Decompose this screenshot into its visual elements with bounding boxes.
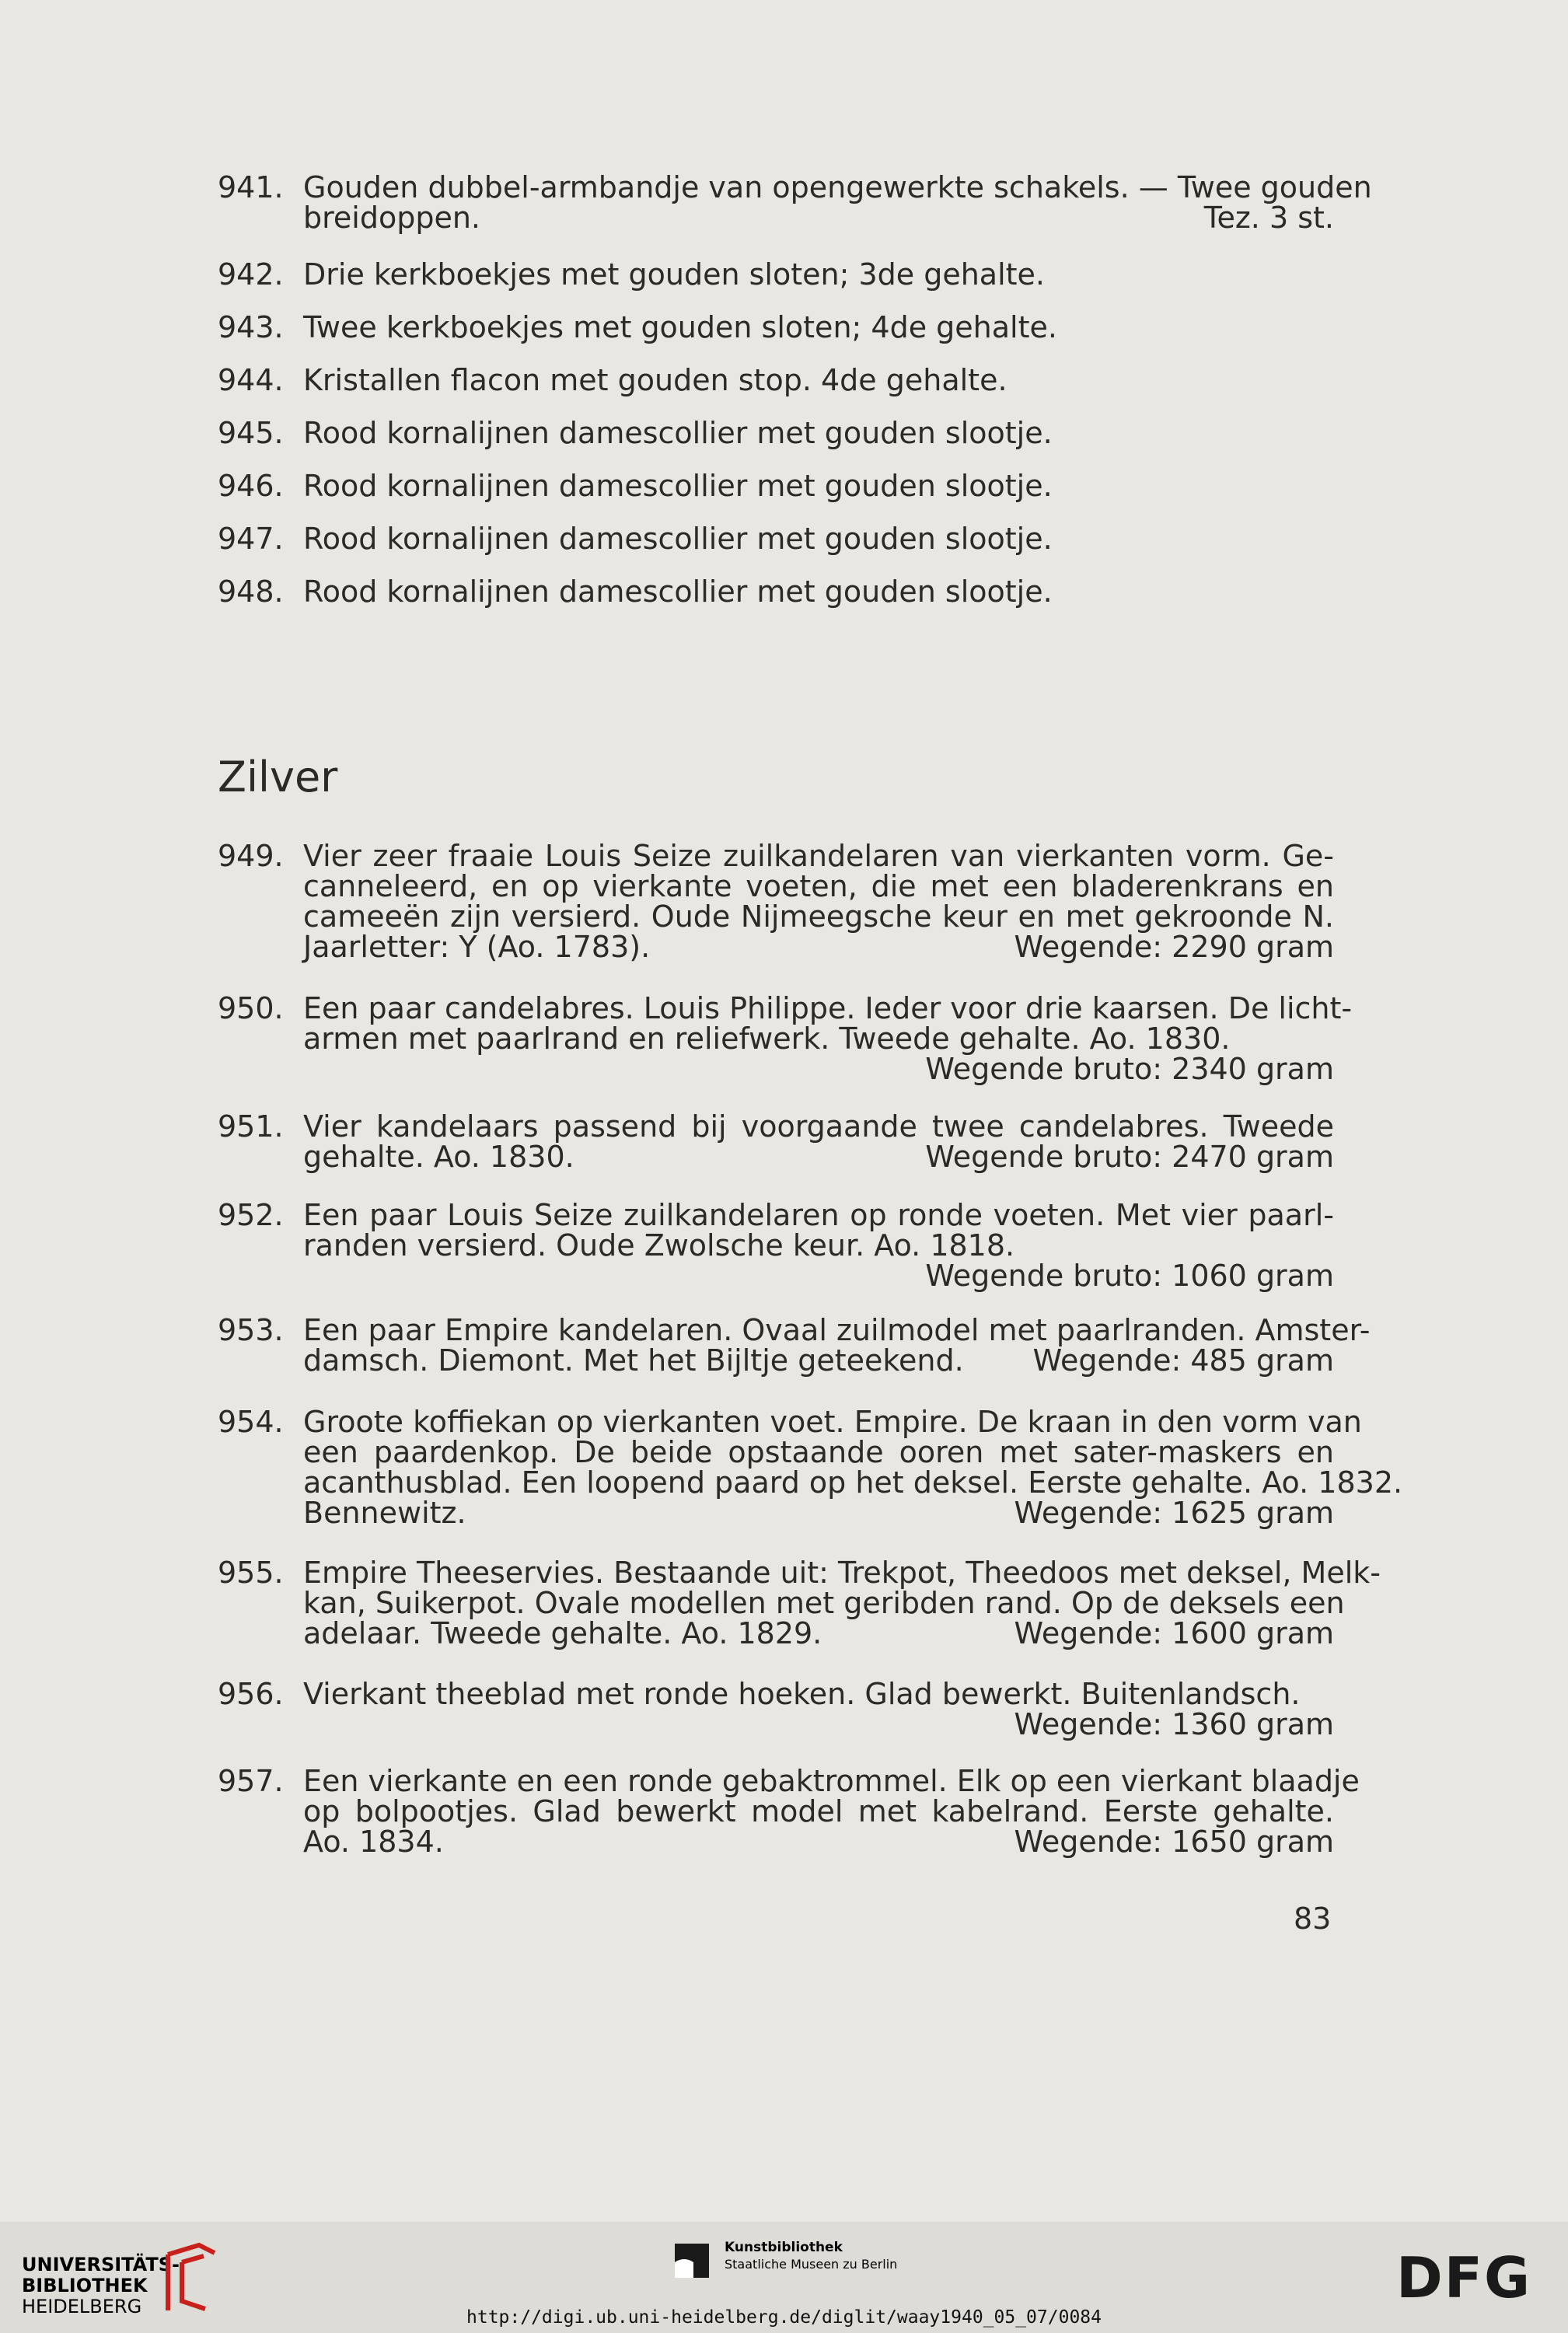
entry-number: 955. bbox=[218, 1556, 284, 1590]
entry-text: Een vierkante en een ronde gebaktrommel. Elk op een vierkant blaadje bbox=[303, 1764, 1360, 1798]
entry-number: 942. bbox=[218, 257, 284, 292]
kunstbibliothek-logo-icon bbox=[670, 2239, 714, 2282]
entry-text: Drie kerkboekjes met gouden sloten; 3de gehalte. bbox=[303, 257, 1046, 292]
entry-number: 941. bbox=[218, 170, 284, 204]
entry-text: damsch. Diemont. Met het Bijltje geteekend. bbox=[303, 1343, 964, 1378]
section-heading: Zilver bbox=[218, 753, 338, 802]
entry-number: 947. bbox=[218, 522, 284, 556]
entry-text: cameeën zijn versierd. Oude Nijmeegsche keur en met gekroonde N. bbox=[303, 899, 1334, 934]
source-url[interactable]: http://digi.ub.uni-heidelberg.de/diglit/waay1940_05_07/0084 bbox=[466, 2307, 1102, 2328]
entry-weight: Wegende: 485 gram bbox=[1032, 1343, 1334, 1378]
entry-text: canneleerd, en op vierkante voeten, die met een bladerenkrans en bbox=[303, 869, 1334, 903]
entry-weight: Wegende bruto: 1060 gram bbox=[925, 1259, 1334, 1293]
entry-text: Jaarletter: Y (Ao. 1783). bbox=[303, 930, 651, 964]
entry-text: Rood kornalijnen damescollier met gouden slootje. bbox=[303, 469, 1053, 503]
entry-weight: Wegende: 1600 gram bbox=[1014, 1616, 1334, 1650]
entry-number: 951. bbox=[218, 1109, 284, 1144]
library-name-line: BIBLIOTHEK bbox=[22, 2275, 148, 2296]
entry-number: 950. bbox=[218, 991, 284, 1025]
kunstbibliothek-label bbox=[725, 2239, 897, 2273]
entry-text: Rood kornalijnen damescollier met gouden slootje. bbox=[303, 575, 1053, 609]
entry-text: Een paar Empire kandelaren. Ovaal zuilmodel met paarlranden. Amster- bbox=[303, 1313, 1371, 1347]
entry-text: breidoppen. bbox=[303, 201, 480, 235]
entry-number: 943. bbox=[218, 310, 284, 344]
entry-quantity: Tez. 3 st. bbox=[1203, 201, 1334, 235]
entry-text: Een paar Louis Seize zuilkandelaren op ronde voeten. Met vier paarl- bbox=[303, 1198, 1334, 1232]
entry-text: Vier zeer fraaie Louis Seize zuilkandelaren van vierkanten vorm. Ge- bbox=[303, 839, 1334, 873]
entry-text: Een paar candelabres. Louis Philippe. Ieder voor drie kaarsen. De licht- bbox=[303, 991, 1353, 1025]
entry-text: Rood kornalijnen damescollier met gouden slootje. bbox=[303, 416, 1053, 450]
entry-text: Empire Theeservies. Bestaande uit: Trekpot, Theedoos met deksel, Melk- bbox=[303, 1556, 1381, 1590]
entry-text: gehalte. Ao. 1830. bbox=[303, 1140, 574, 1174]
entry-text: randen versierd. Oude Zwolsche keur. Ao. 1818. bbox=[303, 1228, 1015, 1263]
entry-text: Ao. 1834. bbox=[303, 1825, 444, 1859]
entry-text: een paardenkop. De beide opstaande ooren met sater-maskers en bbox=[303, 1435, 1334, 1469]
entry-number: 952. bbox=[218, 1198, 284, 1232]
entry-text: armen met paarlrand en reliefwerk. Tweede gehalte. Ao. 1830. bbox=[303, 1022, 1231, 1056]
entry-weight: Wegende: 2290 gram bbox=[1014, 930, 1334, 964]
entry-text: kan, Suikerpot. Ovale modellen met geribden rand. Op de deksels een bbox=[303, 1586, 1345, 1620]
entry-number: 949. bbox=[218, 839, 284, 873]
entry-number: 944. bbox=[218, 363, 284, 397]
entry-weight: Wegende: 1360 gram bbox=[1014, 1707, 1334, 1741]
library-name-line: UNIVERSITÄTS- bbox=[22, 2254, 180, 2275]
kb-subtitle: Staatliche Museen zu Berlin bbox=[725, 2257, 898, 2272]
entry-text: acanthusblad. Een loopend paard op het deksel. Eerste gehalte. Ao. 1832. bbox=[303, 1465, 1403, 1500]
entry-text: Vier kandelaars passend bij voorgaande twee candelabres. Tweede bbox=[303, 1109, 1334, 1144]
entry-text: Bennewitz. bbox=[303, 1496, 466, 1530]
page-number: 83 bbox=[1294, 1902, 1332, 1936]
entry-text: Twee kerkboekjes met gouden sloten; 4de gehalte. bbox=[303, 310, 1057, 344]
entry-text: Groote koffiekan op vierkanten voet. Empire. De kraan in den vorm van bbox=[303, 1405, 1362, 1439]
entry-number: 956. bbox=[218, 1677, 284, 1711]
entry-number: 953. bbox=[218, 1313, 284, 1347]
entry-number: 948. bbox=[218, 575, 284, 609]
dfg-logo: DFG bbox=[1396, 2245, 1532, 2310]
kb-name: Kunstbibliothek bbox=[725, 2240, 843, 2255]
entry-number: 957. bbox=[218, 1764, 284, 1798]
entry-text: Rood kornalijnen damescollier met gouden slootje. bbox=[303, 522, 1053, 556]
entry-text: op bolpootjes. Glad bewerkt model met kabelrand. Eerste gehalte. bbox=[303, 1794, 1334, 1828]
entry-weight: Wegende: 1650 gram bbox=[1014, 1825, 1334, 1859]
entry-text: Kristallen flacon met gouden stop. 4de gehalte. bbox=[303, 363, 1008, 397]
entry-number: 954. bbox=[218, 1405, 284, 1439]
entry-weight: Wegende bruto: 2340 gram bbox=[925, 1052, 1334, 1086]
entry-number: 946. bbox=[218, 469, 284, 503]
entry-weight: Wegende bruto: 2470 gram bbox=[925, 1140, 1334, 1174]
entry-text: Gouden dubbel-armbandje van opengewerkte schakels. — Twee gouden bbox=[303, 170, 1372, 204]
entry-number: 945. bbox=[218, 416, 284, 450]
university-library-logo-icon bbox=[159, 2239, 221, 2317]
library-name-line: HEIDELBERG bbox=[22, 2296, 142, 2317]
entry-text: adelaar. Tweede gehalte. Ao. 1829. bbox=[303, 1616, 822, 1650]
entry-text: Vierkant theeblad met ronde hoeken. Glad bewerkt. Buitenlandsch. bbox=[303, 1677, 1301, 1711]
entry-weight: Wegende: 1625 gram bbox=[1014, 1496, 1334, 1530]
